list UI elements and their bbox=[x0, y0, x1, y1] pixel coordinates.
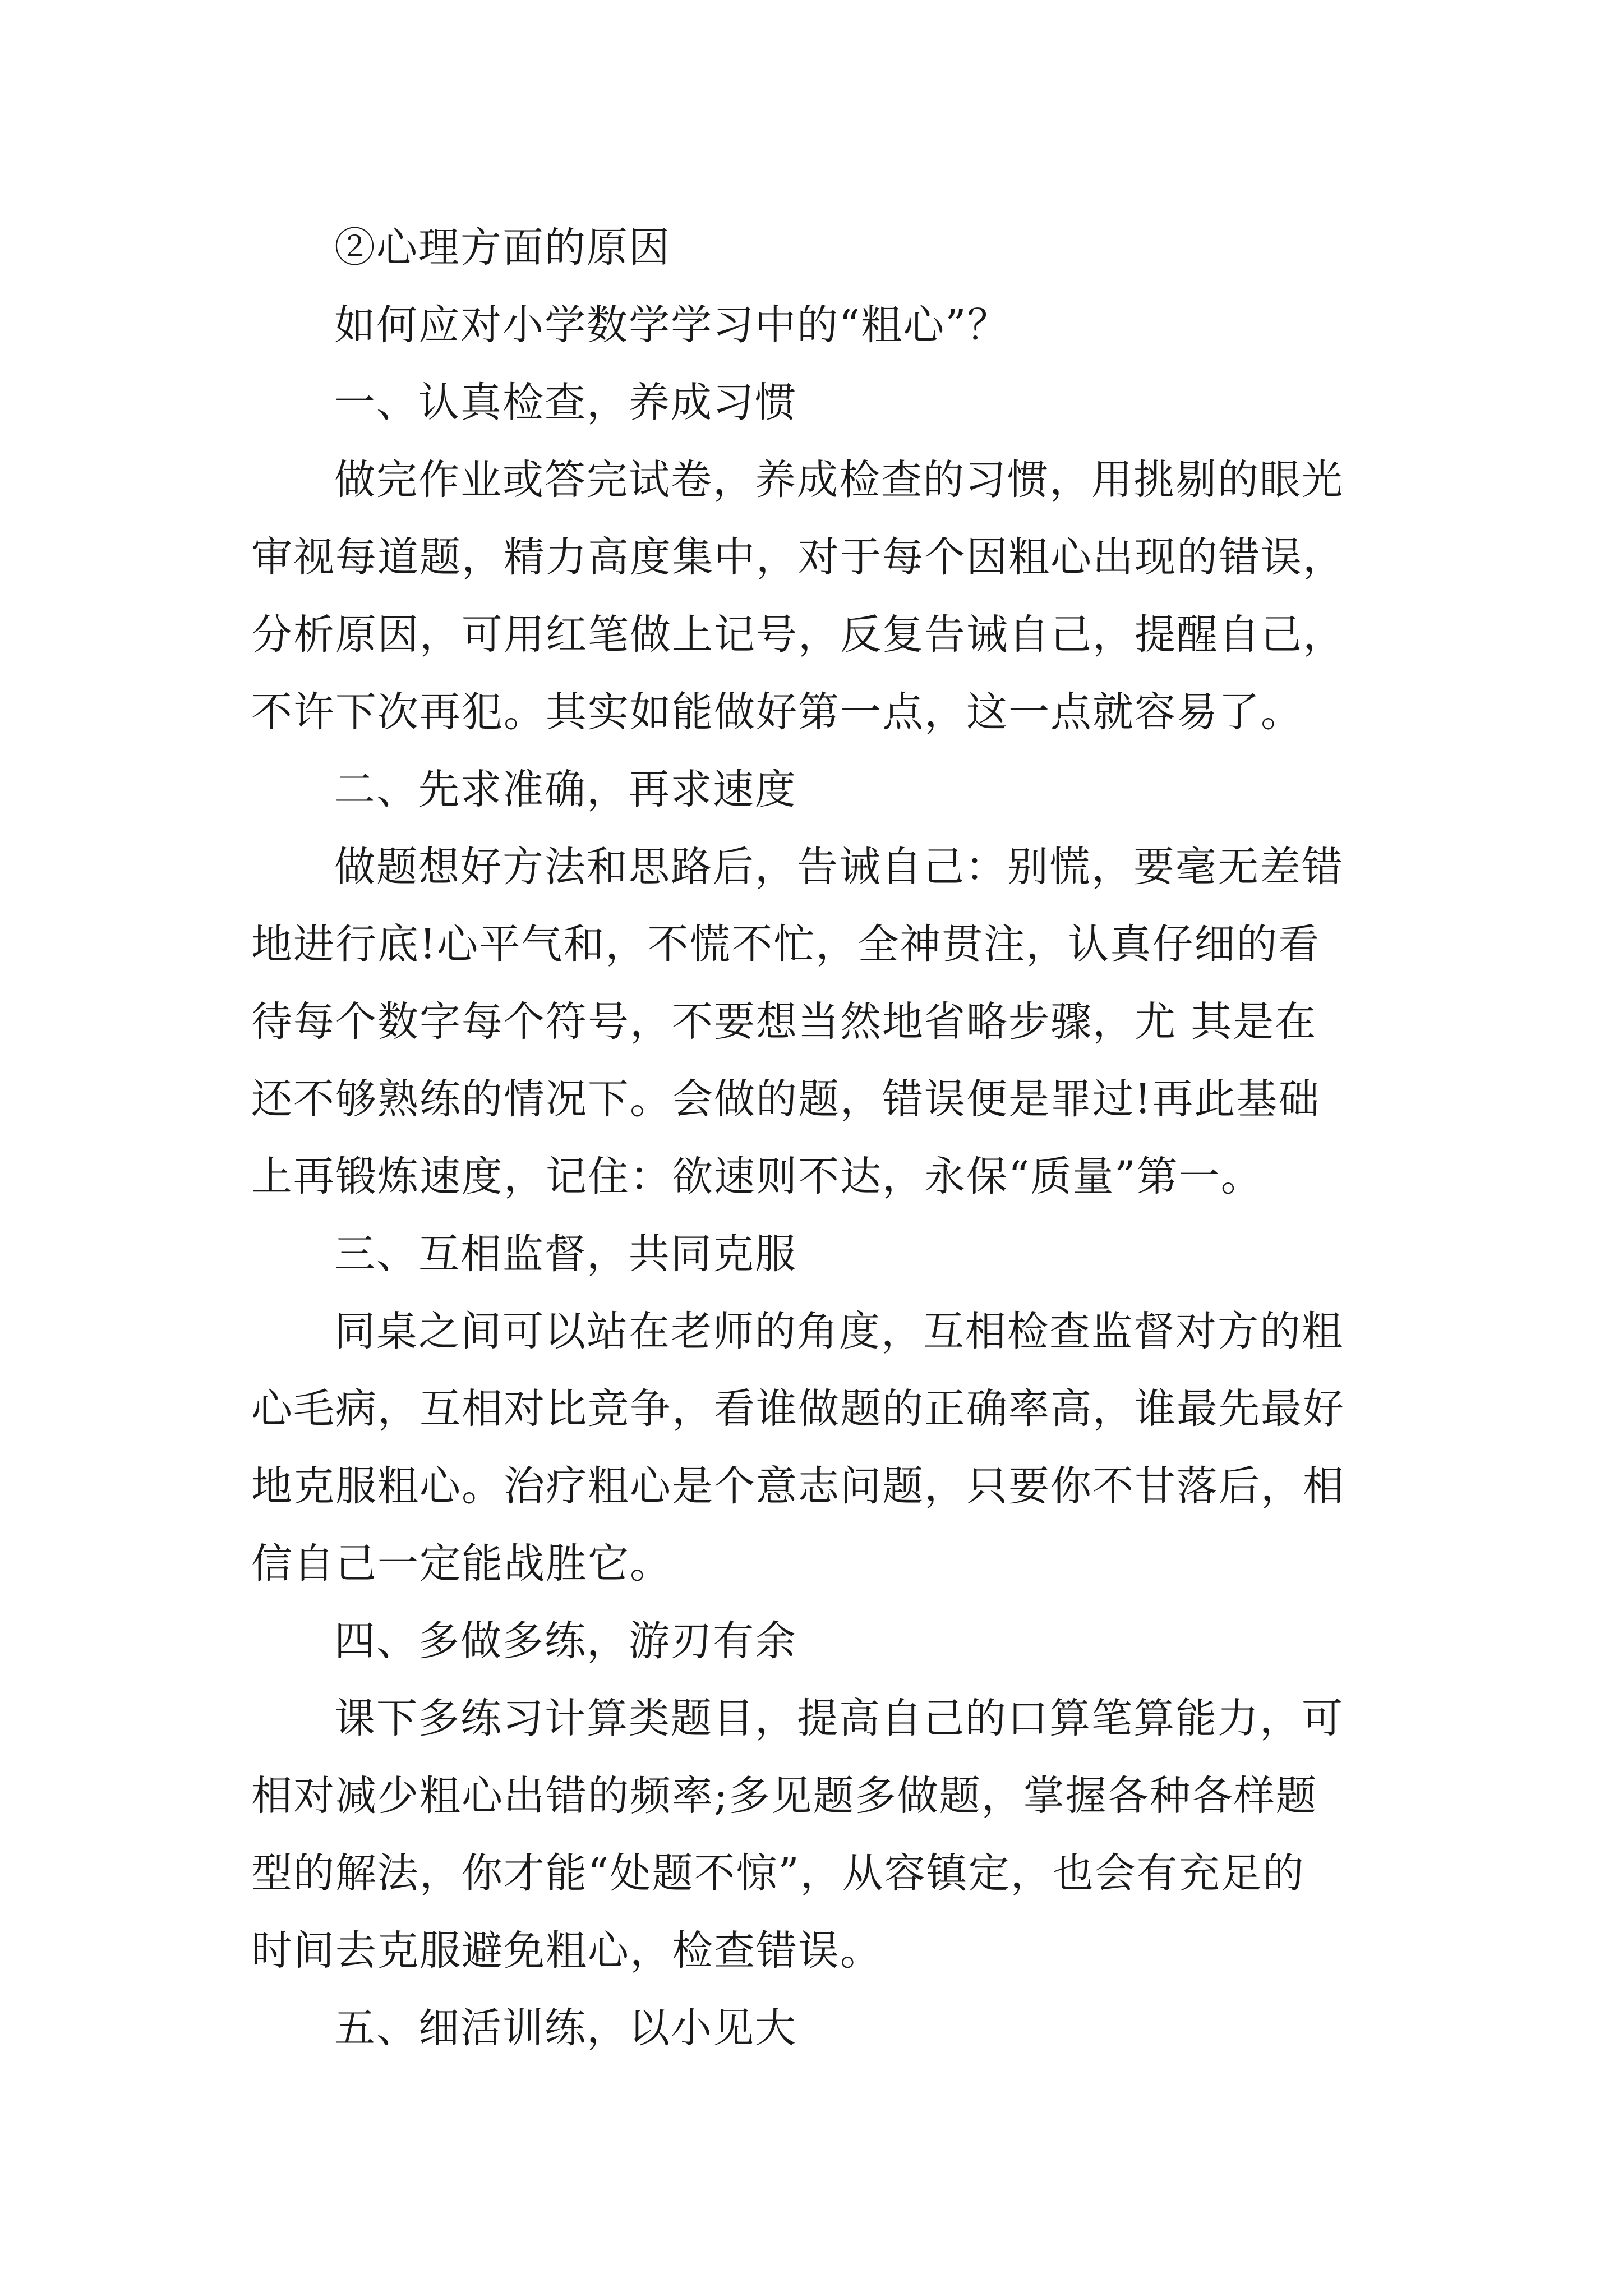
section-2-line-3: 待每个数字每个符号，不要想当然地省略步骤，尤 其是在 bbox=[251, 998, 1317, 1046]
intro-heading: ②心理方面的原因 bbox=[334, 224, 671, 272]
section-2-line-5: 上再锻炼速度，记住：欲速则不达，永保“质量”第一。 bbox=[251, 1153, 1263, 1200]
section-3-line-3: 地克服粗心。治疗粗心是个意志问题，只要你不甘落后，相 bbox=[251, 1462, 1345, 1510]
section-2-line-1: 做题想好方法和思路后，告诫自己：别慌，要毫无差错 bbox=[334, 843, 1344, 891]
section-3-line-1: 同桌之间可以站在老师的角度，互相检查监督对方的粗 bbox=[334, 1308, 1344, 1355]
section-1-line-2: 审视每道题，精力高度集中，对于每个因粗心出现的错误， bbox=[251, 533, 1345, 581]
section-4-line-1: 课下多练习计算类题目，提高自己的口算笔算能力，可 bbox=[334, 1695, 1344, 1742]
section-1-heading: 一、认真检查，养成习惯 bbox=[334, 379, 797, 426]
section-2-line-2: 地进行底!心平气和，不慌不忙，全神贯注，认真仔细的看 bbox=[251, 921, 1321, 968]
section-5-heading: 五、细活训练，以小见大 bbox=[334, 2004, 797, 2052]
section-4-heading: 四、多做多练，游刃有余 bbox=[334, 1617, 797, 1665]
section-2-heading: 二、先求准确，再求速度 bbox=[334, 766, 797, 813]
section-3-line-2: 心毛病，互相对比竞争，看谁做题的正确率高，谁最先最好 bbox=[251, 1385, 1345, 1433]
question-heading: 如何应对小学数学学习中的“粗心”？ bbox=[334, 301, 1009, 349]
section-4-line-2: 相对减少粗心出错的频率;多见题多做题，掌握各种各样题 bbox=[251, 1772, 1318, 1820]
section-3-line-4: 信自己一定能战胜它。 bbox=[251, 1540, 672, 1588]
section-4-line-3: 型的解法，你才能“处题不惊”，从容镇定，也会有充足的 bbox=[251, 1849, 1305, 1897]
section-4-line-4: 时间去克服避免粗心，检查错误。 bbox=[251, 1927, 882, 1975]
section-1-line-4: 不许下次再犯。其实如能做好第一点，这一点就容易了。 bbox=[251, 688, 1303, 736]
section-1-line-1: 做完作业或答完试卷，养成检查的习惯，用挑剔的眼光 bbox=[334, 456, 1344, 504]
section-2-line-4: 还不够熟练的情况下。会做的题，错误便是罪过!再此基础 bbox=[251, 1075, 1321, 1123]
section-1-line-3: 分析原因，可用红笔做上记号，反复告诫自己，提醒自己， bbox=[251, 611, 1345, 659]
section-3-heading: 三、互相监督，共同克服 bbox=[334, 1230, 797, 1278]
